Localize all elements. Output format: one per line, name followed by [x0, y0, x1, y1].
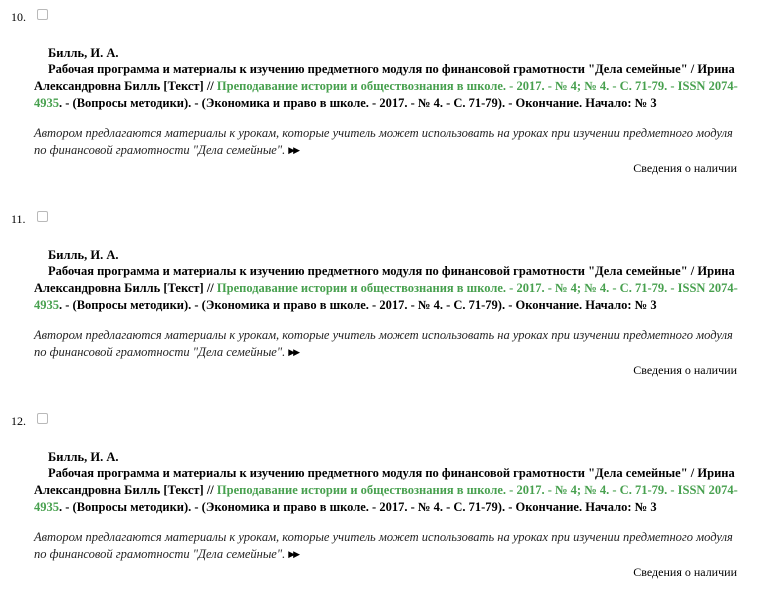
record-series: . - (Вопросы методики). - (Экономика и право в школе. - 2017. - № 4. - С. 71-79). - Окончание. Начало: № 3 — [59, 298, 657, 312]
holdings-info-link[interactable]: Сведения о наличии — [633, 565, 737, 579]
expand-more-icon[interactable]: ▶▶ — [288, 145, 299, 155]
record-source-link[interactable]: Преподавание истории и обществознания в школе. - 2017. - № 4; № 4. - С. 71-79. - ISSN 2074-4935 — [34, 79, 738, 110]
record-number: 10. — [11, 10, 26, 24]
expand-more-icon[interactable]: ▶▶ — [288, 549, 299, 559]
record-select-checkbox[interactable] — [37, 413, 48, 424]
record-series: . - (Вопросы методики). - (Экономика и право в школе. - 2017. - № 4. - С. 71-79). - Окончание. Начало: № 3 — [59, 500, 657, 514]
record-number: 12. — [11, 414, 26, 428]
holdings-info-link[interactable]: Сведения о наличии — [633, 363, 737, 377]
record-number: 11. — [11, 212, 26, 226]
search-result-record — [0, 0, 761, 200]
holdings-info-link[interactable]: Сведения о наличии — [633, 161, 737, 175]
record-select-checkbox[interactable] — [37, 211, 48, 222]
record-author: Билль, И. А. — [48, 248, 119, 262]
record-description — [34, 61, 738, 112]
record-abstract — [34, 529, 734, 563]
expand-more-icon[interactable]: ▶▶ — [288, 347, 299, 357]
record-description — [34, 465, 738, 516]
record-description — [34, 263, 738, 314]
record-abstract-text: Автором предлагаются материалы к урокам, которые учитель может использовать на уроках при изучении предметного модуля по финансовой грамотности "Дела семейные". — [34, 126, 733, 157]
record-abstract — [34, 327, 734, 361]
record-select-checkbox[interactable] — [37, 9, 48, 20]
record-author: Билль, И. А. — [48, 46, 119, 60]
record-series: . - (Вопросы методики). - (Экономика и право в школе. - 2017. - № 4. - С. 71-79). - Окончание. Начало: № 3 — [59, 96, 657, 110]
record-author: Билль, И. А. — [48, 450, 119, 464]
record-source-link[interactable]: Преподавание истории и обществознания в школе. - 2017. - № 4; № 4. - С. 71-79. - ISSN 2074-4935 — [34, 483, 738, 514]
record-source-link[interactable]: Преподавание истории и обществознания в школе. - 2017. - № 4; № 4. - С. 71-79. - ISSN 2074-4935 — [34, 281, 738, 312]
record-abstract — [34, 125, 734, 159]
record-abstract-text: Автором предлагаются материалы к урокам, которые учитель может использовать на уроках при изучении предметного модуля по финансовой грамотности "Дела семейные". — [34, 328, 733, 359]
search-result-record — [0, 202, 761, 402]
search-result-record — [0, 404, 761, 604]
record-abstract-text: Автором предлагаются материалы к урокам, которые учитель может использовать на уроках при изучении предметного модуля по финансовой грамотности "Дела семейные". — [34, 530, 733, 561]
record-title: Рабочая программа и материалы к изучению предметного модуля по финансовой грамотности "Дела семейные" / Ирина Александровна Билль [Текст] // — [34, 264, 735, 295]
record-title: Рабочая программа и материалы к изучению предметного модуля по финансовой грамотности "Дела семейные" / Ирина Александровна Билль [Текст] // — [34, 62, 735, 93]
record-title: Рабочая программа и материалы к изучению предметного модуля по финансовой грамотности "Дела семейные" / Ирина Александровна Билль [Текст] // — [34, 466, 735, 497]
